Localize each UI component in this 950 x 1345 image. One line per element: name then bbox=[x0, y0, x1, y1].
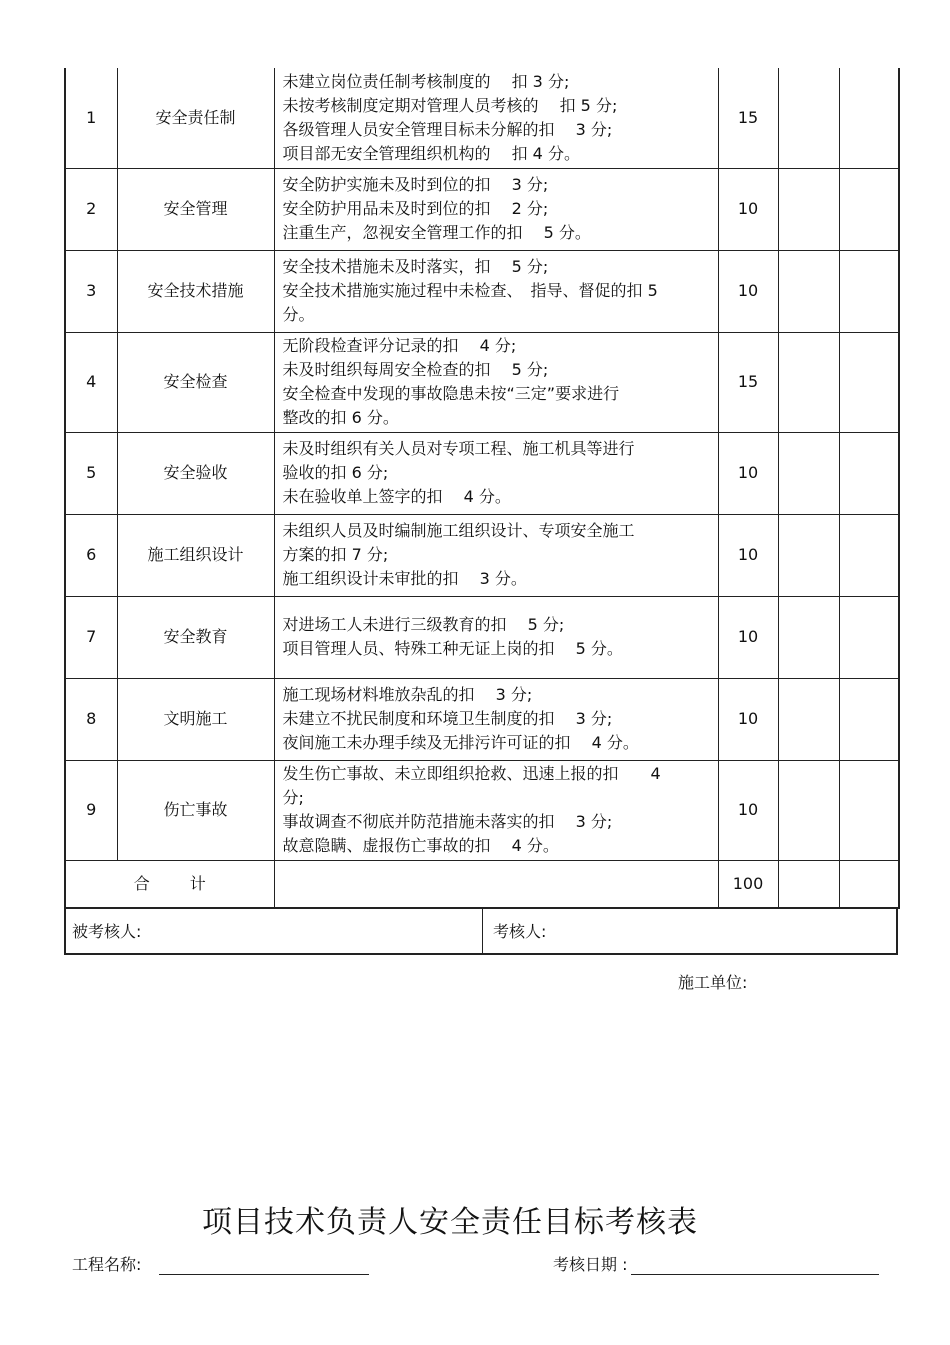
assessment-item: 施工组织设计 bbox=[117, 514, 274, 596]
assessment-item: 安全验收 bbox=[117, 432, 274, 514]
actual-score-cell bbox=[839, 332, 899, 432]
actual-score-cell bbox=[839, 432, 899, 514]
actual-score-cell bbox=[839, 68, 899, 168]
standard-score: 10 bbox=[718, 432, 778, 514]
deduction-cell bbox=[778, 250, 839, 332]
table-row bbox=[65, 250, 899, 332]
table-row bbox=[65, 68, 899, 168]
deduction-cell bbox=[778, 760, 839, 860]
total-row bbox=[65, 860, 899, 908]
deduction-criteria: 安全技术措施未及时落实，扣 5 分; 安全技术措施实施过程中未检查、 指导、督促的扣 5 分。 bbox=[274, 250, 718, 332]
deduction-criteria: 发生伤亡事故、未立即组织抢救、迅速上报的扣 4 分; 事故调查不彻底并防范措施未落实的扣 3 分; 故意隐瞒、虚报伤亡事故的扣 4 分。 bbox=[274, 760, 718, 860]
assessor-label: 考核人: bbox=[493, 922, 547, 941]
project-name-field bbox=[72, 1252, 369, 1275]
table-row bbox=[65, 514, 899, 596]
actual-score-cell bbox=[839, 250, 899, 332]
row-number: 2 bbox=[65, 168, 117, 250]
row-number: 4 bbox=[65, 332, 117, 432]
assessment-item: 安全技术措施 bbox=[117, 250, 274, 332]
deduction-cell bbox=[778, 68, 839, 168]
table-row bbox=[65, 332, 899, 432]
deduction-cell bbox=[778, 332, 839, 432]
row-number: 9 bbox=[65, 760, 117, 860]
total-rule-cell bbox=[274, 860, 718, 908]
project-name-label: 工程名称: bbox=[72, 1255, 142, 1274]
assessment-date-line bbox=[631, 1254, 879, 1275]
assessment-item: 安全检查 bbox=[117, 332, 274, 432]
deduction-cell bbox=[778, 168, 839, 250]
deduction-criteria: 未组织人员及时编制施工组织设计、专项安全施工 方案的扣 7 分; 施工组织设计未审批的扣 3 分。 bbox=[274, 514, 718, 596]
actual-score-cell bbox=[839, 168, 899, 250]
standard-score: 10 bbox=[718, 168, 778, 250]
deduction-criteria: 施工现场材料堆放杂乱的扣 3 分; 未建立不扰民制度和环境卫生制度的扣 3 分; 夜间施工未办理手续及无排污许可证的扣 4 分。 bbox=[274, 678, 718, 760]
total-extra-cell-2 bbox=[839, 860, 899, 908]
row-number: 1 bbox=[65, 68, 117, 168]
next-form-title: 项目技术负责人安全责任目标考核表 bbox=[202, 1205, 698, 1240]
deduction-criteria: 安全防护实施未及时到位的扣 3 分; 安全防护用品未及时到位的扣 2 分; 注重生产，忽视安全管理工作的扣 5 分。 bbox=[274, 168, 718, 250]
actual-score-cell bbox=[839, 596, 899, 678]
actual-score-cell bbox=[839, 760, 899, 860]
total-label: 合计 bbox=[65, 860, 274, 908]
deduction-cell bbox=[778, 432, 839, 514]
table-row bbox=[65, 432, 899, 514]
assessment-item: 安全教育 bbox=[117, 596, 274, 678]
assessment-item: 安全责任制 bbox=[117, 68, 274, 168]
row-number: 3 bbox=[65, 250, 117, 332]
assessment-item: 文明施工 bbox=[117, 678, 274, 760]
table-row bbox=[65, 760, 899, 860]
total-score: 100 bbox=[718, 860, 778, 908]
deduction-cell bbox=[778, 514, 839, 596]
signature-row bbox=[64, 907, 898, 955]
row-number: 5 bbox=[65, 432, 117, 514]
assessment-item: 安全管理 bbox=[117, 168, 274, 250]
row-number: 8 bbox=[65, 678, 117, 760]
project-name-line bbox=[159, 1254, 369, 1275]
assessment-rows bbox=[65, 68, 899, 860]
total-extra-cell-1 bbox=[778, 860, 839, 908]
assessee-label: 被考核人: bbox=[66, 908, 483, 953]
standard-score: 15 bbox=[718, 332, 778, 432]
row-number: 6 bbox=[65, 514, 117, 596]
standard-score: 15 bbox=[718, 68, 778, 168]
deduction-criteria: 对进场工人未进行三级教育的扣 5 分; 项目管理人员、特殊工种无证上岗的扣 5 分。 bbox=[274, 596, 718, 678]
actual-score-cell bbox=[839, 514, 899, 596]
table-row bbox=[65, 596, 899, 678]
assessment-date-field bbox=[553, 1252, 879, 1275]
standard-score: 10 bbox=[718, 514, 778, 596]
standard-score: 10 bbox=[718, 678, 778, 760]
standard-score: 10 bbox=[718, 760, 778, 860]
construction-unit-label: 施工单位: bbox=[678, 973, 748, 992]
assessment-table bbox=[64, 68, 900, 909]
row-number: 7 bbox=[65, 596, 117, 678]
actual-score-cell bbox=[839, 678, 899, 760]
assessment-item: 伤亡事故 bbox=[117, 760, 274, 860]
standard-score: 10 bbox=[718, 596, 778, 678]
deduction-cell bbox=[778, 596, 839, 678]
deduction-criteria: 未建立岗位责任制考核制度的 扣 3 分; 未按考核制度定期对管理人员考核的 扣 5 分; 各级管理人员安全管理目标未分解的扣 3 分; 项目部无安全管理组织机构的 扣 4 分。 bbox=[274, 68, 718, 168]
table-row bbox=[65, 678, 899, 760]
deduction-criteria: 无阶段检查评分记录的扣 4 分; 未及时组织每周安全检查的扣 5 分; 安全检查中发现的事故隐患未按“三定”要求进行 整改的扣 6 分。 bbox=[274, 332, 718, 432]
assessment-date-label: 考核日期 : bbox=[553, 1255, 628, 1274]
standard-score: 10 bbox=[718, 250, 778, 332]
table-row bbox=[65, 168, 899, 250]
deduction-criteria: 未及时组织有关人员对专项工程、施工机具等进行 验收的扣 6 分; 未在验收单上签字的扣 4 分。 bbox=[274, 432, 718, 514]
deduction-cell bbox=[778, 678, 839, 760]
